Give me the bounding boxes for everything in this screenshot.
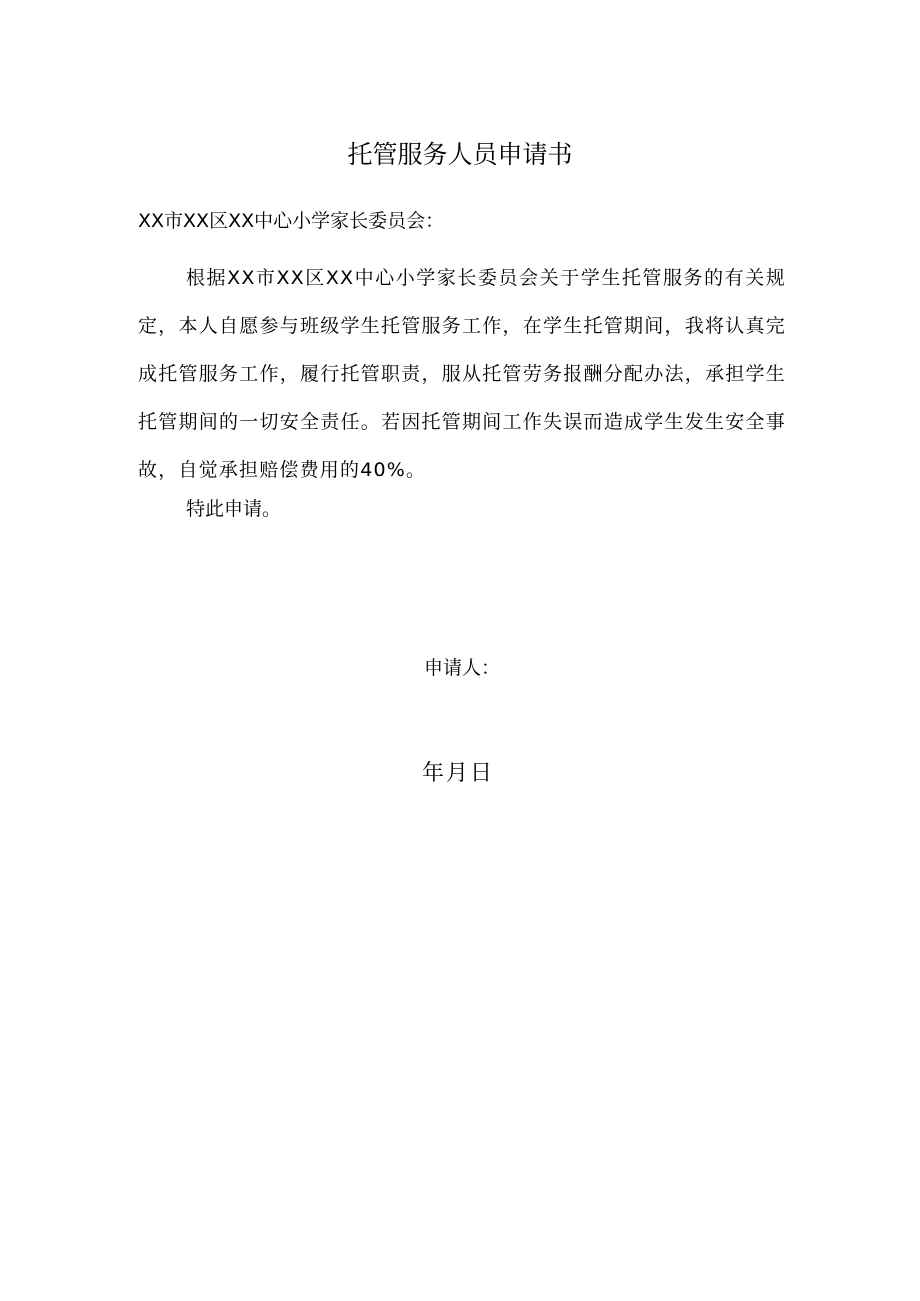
date-label: 年月日 [422,761,495,786]
applicant-label: 申请人： [424,657,501,679]
closing-line: 特此申请。 [186,498,282,520]
document-title: 托管服务人员申请书 [347,140,573,169]
salutation: XX市XX区XX中心小学家长委员会： [138,210,445,232]
body-paragraph: 根据XX市XX区XX中心小学家长委员会关于学生托管服务的有关规定，本人自愿参与班级学生托管服务工作，在学生托管期间，我将认真完成托管服务工作，履行托管职责，服从托管劳务报酬分配办法，承担学生托管期间的一切安全责任。若因托管期间工作失误而造成学生发生安全事故，自觉承担赔偿费用的40%。 [138,267,786,481]
